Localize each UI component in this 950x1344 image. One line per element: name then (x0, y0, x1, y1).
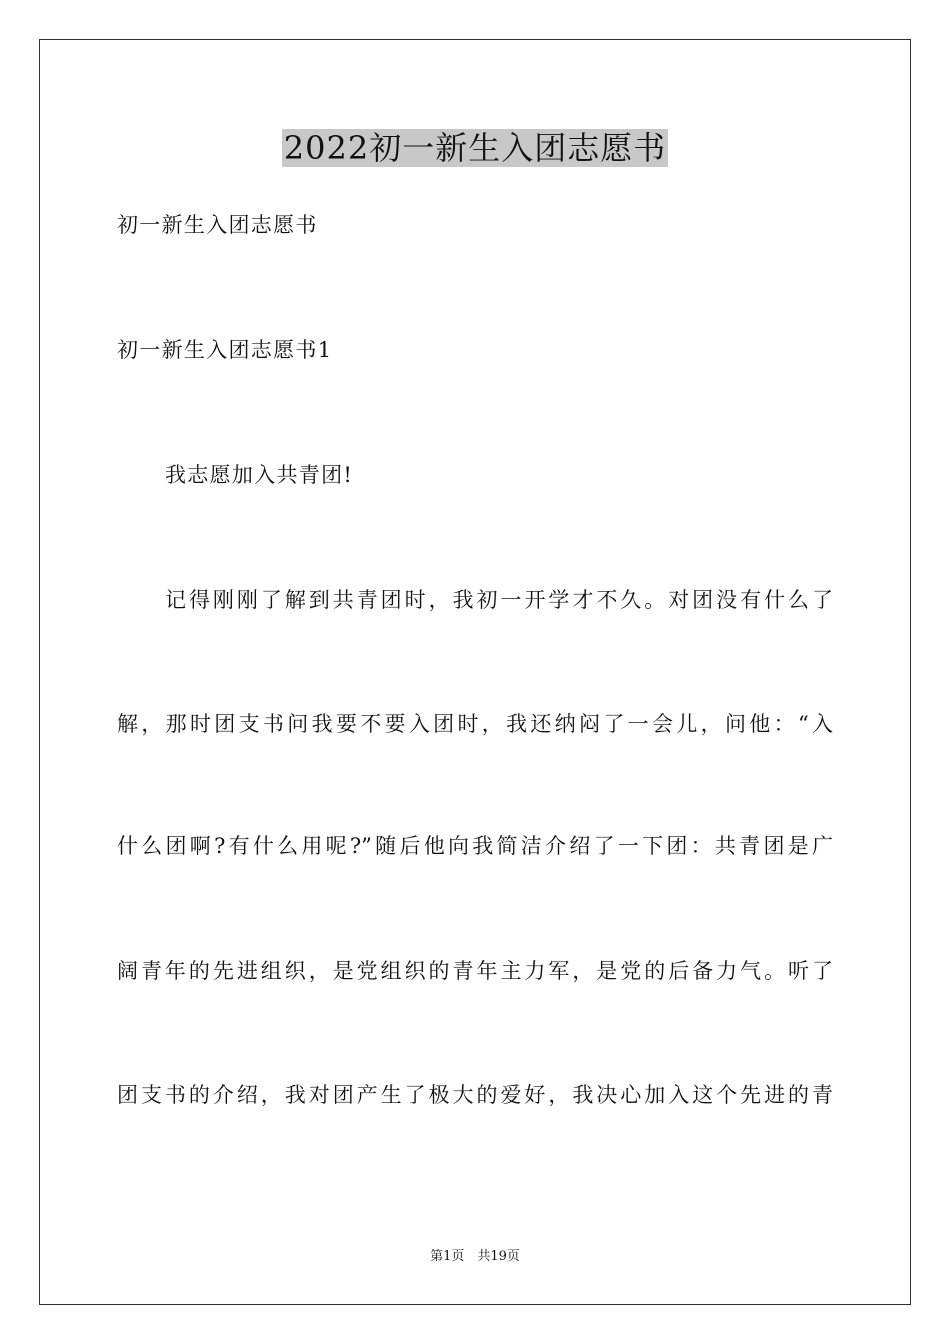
paragraph-line: 团支书的介绍，我对团产生了极大的爱好，我决心加入这个先进的青 (117, 1083, 833, 1107)
subtitle-line: 初一新生入团志愿书 (117, 213, 318, 237)
page-number-footer: 第1页 共19页 (430, 1249, 520, 1264)
section-heading: 初一新生入团志愿书1 (117, 338, 333, 362)
paragraph-line: 解，那时团支书问我要不要入团时，我还纳闷了一会儿，问他：“入 (117, 712, 833, 736)
paragraph-line: 什么团啊?有什么用呢?”随后他向我简洁介绍了一下团：共青团是广 (117, 834, 833, 858)
paragraph-line: 阔青年的先进组织，是党组织的青年主力军，是党的后备力气。听了 (117, 959, 833, 983)
paragraph-line: 我志愿加入共青团! (165, 463, 354, 487)
paragraph-line: 记得刚刚了解到共青团时，我初一开学才不久。对团没有什么了 (165, 588, 833, 612)
document-title (0, 126, 950, 170)
document-title-text: 2022初一新生入团志愿书 (283, 129, 667, 167)
